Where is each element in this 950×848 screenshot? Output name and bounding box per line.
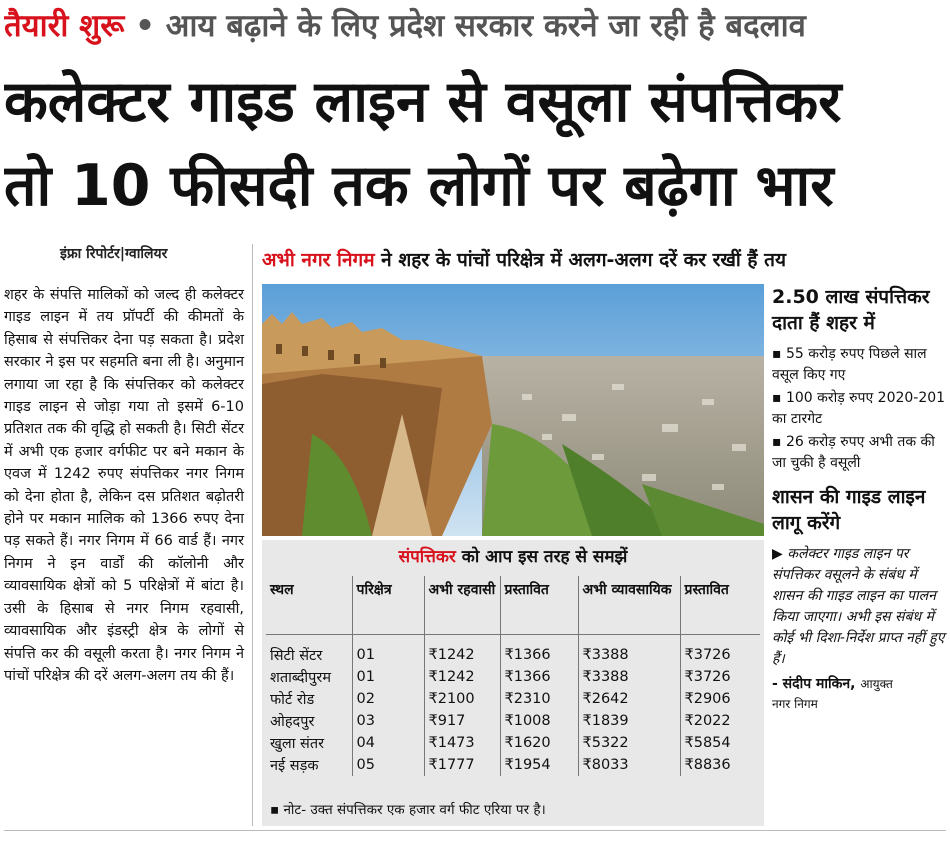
table-cell: ₹3388 [578,666,680,688]
signatory-name: - संदीप माकिन, [772,676,856,692]
kicker-text: • आय बढ़ाने के लिए प्रदेश सरकार करने जा रही है बदलाव [135,8,806,44]
table-cell: ₹2642 [578,688,680,710]
stats-sidebar [772,284,946,712]
column-header: अभी व्यावसायिक [578,576,680,634]
headline-line-2: तो 10 फीसदी तक लोगों पर बढ़ेगा भार [4,153,834,219]
sidebar-list-item: ▪ 55 करोड़ रुपए पिछले साल वसूल किए गए [772,346,927,383]
column-divider [252,244,253,826]
table-cell: ₹1620 [500,732,578,754]
table-cell: ₹2906 [684,691,731,707]
quote-signature [772,674,946,693]
table-cell: ₹1008 [500,710,578,732]
table-cell: खुला संतर [266,732,352,754]
table-cell: ₹2100 [424,688,500,710]
table-title-red: संपत्तिकर [398,547,456,567]
table-cell: ₹2022 [684,713,731,729]
sidebar-list-item: ▪ 26 करोड़ रुपए अभी तक की जा चुकी है वसूली [772,434,935,471]
table-title-rest: को आप इस तरह से समझें [455,547,628,567]
column-header: अभी रहवासी [424,576,500,634]
table-cell: 02 [352,688,424,710]
table-cell: ₹1954 [500,754,578,776]
photo-strap [262,246,946,278]
sidebar-subtitle: शासन की गाइड लाइन लागू करेंगे [772,486,926,534]
table-cell: ₹1242 [424,634,500,666]
table-cell: 05 [352,754,424,776]
sidebar-title: 2.50 लाख संपत्तिकर दाता हैं शहर में [772,286,930,334]
table-row [266,688,760,710]
table-cell: फोर्ट रोड [266,688,352,710]
table-cell: ₹2310 [500,688,578,710]
table-cell: ₹1242 [424,666,500,688]
headline [4,60,946,228]
kicker-label: तैयारी शुरू [4,8,125,44]
table-row [266,754,760,776]
rate-table-box [262,540,764,826]
table-cell: ₹1473 [424,732,500,754]
table-cell: ओहदपुर [266,710,352,732]
fort-city-photo [262,284,764,536]
table-cell: नई सड़क [266,754,352,776]
property-tax-rate-table [266,576,760,776]
table-note: ▪ नोट- उक्त संपत्तिकर एक हजार वर्ग फीट एरिया पर है। [270,802,546,818]
column-header: परिक्षेत्र [352,576,424,634]
table-cell: ₹8836 [684,757,731,773]
signatory-designation: आयुक्त [860,677,893,691]
kicker [4,4,946,48]
table-cell: ₹1366 [500,634,578,666]
table-cell: ₹1839 [578,710,680,732]
table-cell: 01 [352,666,424,688]
table-header-row [266,576,760,634]
table-cell: ₹8033 [578,754,680,776]
table-cell: ₹1366 [500,666,578,688]
table-cell: 04 [352,732,424,754]
table-cell: ₹1777 [424,754,500,776]
column-header: प्रस्तावित [500,576,578,634]
table-cell: ₹5322 [578,732,680,754]
table-cell: ₹3726 [684,669,731,685]
bottom-divider [4,830,946,831]
official-quote: ▶ कलेक्टर गाइड लाइन पर संपत्तिकर वसूलने के संबंध में शासन की गाइड लाइन का पालन किया जाएगा। अभी इस संबंध में कोई भी दिशा-निर्देश प्राप्त नहीं हुए हैं। [772,546,945,667]
table-cell: शताब्दीपुरम [266,666,352,688]
sidebar-list-item: ▪ 100 करोड़ रुपए 2020-201 का टारगेट [772,390,946,427]
column-header: प्रस्तावित [680,576,760,634]
headline-line-1: कलेक्टर गाइड लाइन से वसूला संपत्तिकर [4,69,842,135]
signatory-org: नगर निगम [772,697,818,711]
strap-rest: ने शहर के पांचों परिक्षेत्र में अलग-अलग दरें कर रखीं हैं तय [374,249,786,271]
byline: इंफ्रा रिपोर्टर|ग्वालियर [60,246,168,262]
sidebar-list [772,344,946,474]
table-cell: ₹3388 [578,634,680,666]
article-body: शहर के संपत्ति मालिकों को जल्द ही कलेक्टर गाइड लाइन में तय प्रॉपर्टी की कीमतों के हिसाब से संपत्तिकर देना पड़ सकता है। प्रदेश सरकार ने इस पर सहमति बना ली है। अनुमान लगाया जा रहा है कि संपत्तिकर को कलेक्टर गाइड लाइन से जोड़ा गया तो इसमें 6-10 प्रतिशत तक की वृद्धि हो सकती है। सिटी सेंटर में अभी एक हजार वर्गफीट पर बने मकान के एवज में 1242 रुपए संपत्तिकर नगर निगम को देना होता है, लेकिन दस प्रतिशत बढ़ोतरी होने पर मकान मालिक को 1366 रुपए देना पड़ सकते हैं। नगर निगम में 66 वार्ड हैं। नगर निगम ने इन वार्डों की कॉलोनी और व्यावसायिक क्षेत्रों को 5 परिक्षेत्रों में बांटा है। उसी के हिसाब से नगर निगम रहवासी, व्यावसायिक और इंडस्ट्री क्षेत्र के लोगों से संपत्ति कर की वसूली करता है। नगर निगम ने पांचों परिक्षेत्र की दरें अलग-अलग तय की हैं। [4,287,244,684]
strap-red: अभी नगर निगम [262,249,375,271]
table-cell: ₹3726 [684,647,731,664]
table-cell: 03 [352,710,424,732]
table-cell: सिटी सेंटर [266,634,352,666]
table-cell: ₹917 [424,710,500,732]
table-title [262,540,764,574]
column-header: स्थल [266,576,352,634]
table-cell: ₹5854 [684,735,731,751]
table-row [266,666,760,688]
fort-landscape-image [262,284,764,536]
table-row [266,634,760,666]
table-row [266,732,760,754]
table-cell: 01 [352,634,424,666]
table-row [266,710,760,732]
